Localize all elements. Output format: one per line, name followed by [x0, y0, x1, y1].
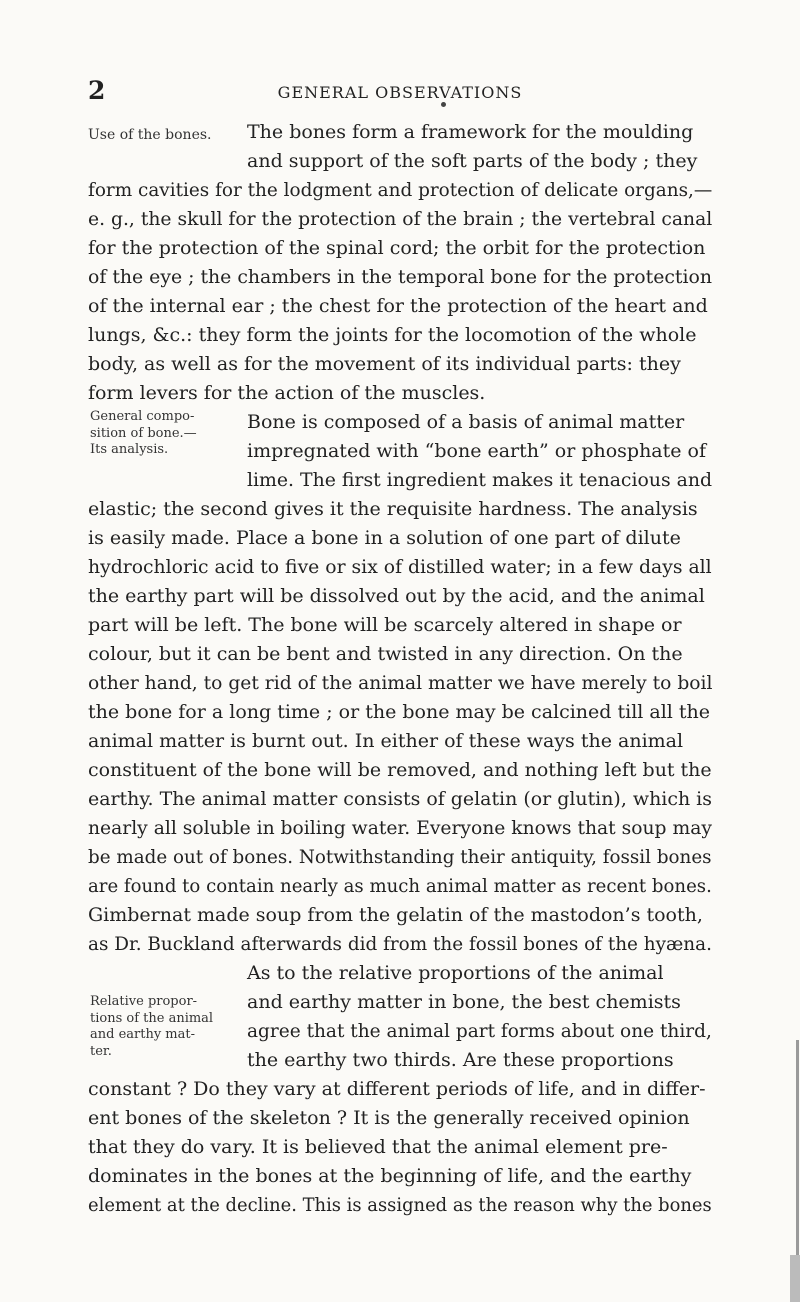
- text-line: the bone for a long time ; or the bone may be calcined till all the: [88, 701, 711, 723]
- text-line: As to the relative proportions of the animal: [247, 962, 664, 984]
- page-number: 2: [88, 76, 106, 105]
- text-line: as Dr. Buckland afterwards did from the fossil bones of the hyæna.: [88, 933, 712, 955]
- text-line: other hand, to get rid of the animal matter we have merely to boil: [88, 672, 713, 694]
- text-line: form cavities for the lodgment and protection of delicate organs,—: [88, 179, 713, 201]
- text-line: hydrochloric acid to five or six of distilled water; in a few days all: [88, 556, 712, 578]
- text-line: the earthy two thirds. Are these proportions: [247, 1049, 674, 1071]
- text-line: nearly all soluble in boiling water. Everyone knows that soup may: [88, 817, 712, 839]
- margin-note: tions of the animal: [90, 1011, 214, 1026]
- text-line: body, as well as for the movement of its individual parts: they: [88, 353, 681, 375]
- text-line: constituent of the bone will be removed, and nothing left but the: [88, 759, 712, 781]
- text-line: and support of the soft parts of the body ; they: [247, 150, 698, 172]
- text-line: earthy. The animal matter consists of gelatin (or glutin), which is: [88, 788, 712, 810]
- text-line: lime. The first ingredient makes it tenacious and: [247, 469, 713, 491]
- running-head: GENERAL OBSERVATIONS: [277, 83, 523, 102]
- text-line: colour, but it can be bent and twisted in any direction. On the: [88, 643, 683, 665]
- text-line: The bones form a framework for the moulding: [247, 121, 694, 143]
- text-line: of the eye ; the chambers in the temporal bone for the protection: [88, 266, 713, 288]
- text-line: animal matter is burnt out. In either of these ways the animal: [88, 730, 684, 752]
- text-line: form levers for the action of the muscles.: [88, 382, 486, 404]
- text-line: the earthy part will be dissolved out by the acid, and the animal: [88, 585, 705, 607]
- margin-note: sition of bone.—: [90, 426, 197, 441]
- margin-note: Relative propor-: [90, 994, 198, 1009]
- text-line: lungs, &c.: they form the joints for the locomotion of the whole: [88, 324, 697, 346]
- text-line: dominates in the bones at the beginning of life, and the earthy: [88, 1165, 692, 1187]
- text-line: are found to contain nearly as much animal matter as recent bones.: [88, 875, 712, 897]
- text-line: for the protection of the spinal cord; the orbit for the protection: [88, 237, 706, 259]
- margin-note: Its analysis.: [90, 442, 169, 457]
- text-line: Gimbernat made soup from the gelatin of the mastodon’s tooth,: [88, 904, 703, 926]
- margin-note: General compo-: [90, 409, 195, 424]
- text-line: Bone is composed of a basis of animal matter: [247, 411, 685, 433]
- text-line: of the internal ear ; the chest for the protection of the heart and: [88, 295, 708, 317]
- text-line: part will be left. The bone will be scarcely altered in shape or: [88, 614, 682, 636]
- text-line: impregnated with “bone earth” or phosphate of: [247, 440, 707, 462]
- ornament-dot: [441, 102, 446, 107]
- text-line: elastic; the second gives it the requisite hardness. The analysis: [88, 498, 698, 520]
- scan-edge-mark: [790, 1255, 800, 1302]
- margin-note: Use of the bones.: [88, 127, 212, 143]
- text-line: is easily made. Place a bone in a solution of one part of dilute: [88, 527, 681, 549]
- margin-note: ter.: [90, 1044, 112, 1059]
- text-line: element at the decline. This is assigned as the reason why the bones: [88, 1194, 712, 1216]
- text-line: e. g., the skull for the protection of the brain ; the vertebral canal: [88, 208, 713, 230]
- text-line: ent bones of the skeleton ? It is the generally received opinion: [88, 1107, 690, 1129]
- text-line: be made out of bones. Notwithstanding their antiquity, fossil bones: [88, 846, 712, 868]
- text-line: constant ? Do they vary at different periods of life, and in differ-: [88, 1078, 706, 1100]
- margin-note: and earthy mat-: [90, 1027, 196, 1042]
- text-line: that they do vary. It is believed that the animal element pre-: [88, 1136, 668, 1158]
- text-line: and earthy matter in bone, the best chemists: [247, 991, 681, 1013]
- text-line: agree that the animal part forms about one third,: [247, 1020, 712, 1042]
